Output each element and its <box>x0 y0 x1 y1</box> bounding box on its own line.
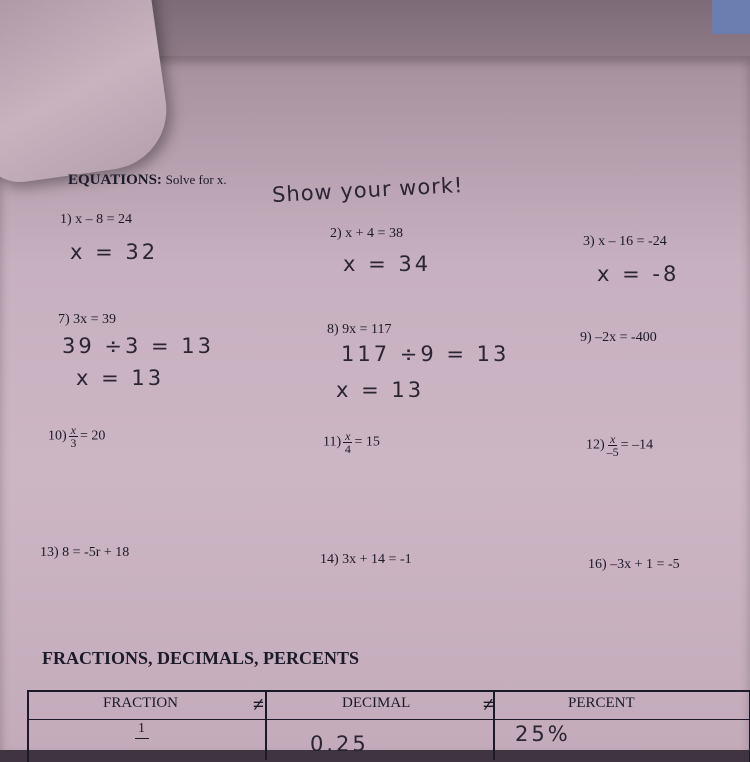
problem-13: 13) 8 = -5r + 18 <box>40 545 130 560</box>
header-decimal: DECIMAL <box>342 695 411 711</box>
problem-14: 14) 3x + 14 = -1 <box>320 552 412 567</box>
numerator: x <box>610 432 616 446</box>
problem-10-rhs: = 20 <box>80 428 106 444</box>
problem-10-number: 10) <box>48 428 67 444</box>
numerator: x <box>70 423 76 437</box>
back-sheet <box>110 0 750 58</box>
problem-1: 1) x – 8 = 24 <box>60 212 133 227</box>
problem-3: 3) x – 16 = -24 <box>583 234 667 249</box>
work-8: 117 ÷9 = 13 <box>341 342 510 366</box>
answer-8: x = 13 <box>336 378 425 402</box>
fraction <box>607 433 619 458</box>
problem-2: 2) x + 4 = 38 <box>330 226 403 241</box>
section-title: FRACTIONS, DECIMALS, PERCENTS <box>42 648 360 668</box>
fraction-bar <box>135 738 149 739</box>
subtitle-text: Solve for x. <box>165 172 227 187</box>
answer-3: x = -8 <box>597 262 680 286</box>
not-equal-mark: ≠ <box>483 694 494 716</box>
answer-2: x = 34 <box>343 252 432 276</box>
corner-object <box>712 0 750 34</box>
title-text: EQUATIONS: <box>68 172 162 188</box>
problem-11-number: 11) <box>323 434 342 450</box>
answer-7: x = 13 <box>76 366 165 390</box>
work-7: 39 ÷3 = 13 <box>62 334 215 358</box>
percent-cell: 25% <box>515 722 571 746</box>
numerator: x <box>345 429 351 443</box>
decimal-cell: 0.25 <box>310 732 369 756</box>
fraction <box>343 430 352 455</box>
header-fraction: FRACTION <box>103 695 179 711</box>
problem-12 <box>586 433 653 458</box>
problem-9: 9) –2x = -400 <box>580 330 657 345</box>
problem-7: 7) 3x = 39 <box>58 312 117 327</box>
header-divider <box>27 719 749 720</box>
fraction-cell: 1 <box>138 721 145 736</box>
problem-12-rhs: = –14 <box>620 437 654 453</box>
problem-12-number: 12) <box>586 437 605 453</box>
problem-16: 16) –3x + 1 = -5 <box>588 557 680 572</box>
handwritten-note: Show your work! <box>271 173 464 207</box>
problem-10 <box>48 424 105 449</box>
not-equal-mark: ≠ <box>253 694 264 716</box>
header-percent: PERCENT <box>568 695 635 711</box>
denominator: –5 <box>606 445 619 459</box>
answer-1: x = 32 <box>70 240 159 264</box>
problem-8: 8) 9x = 117 <box>327 322 392 337</box>
denominator: 3 <box>70 436 77 450</box>
fraction <box>69 424 78 449</box>
problem-11 <box>323 430 380 455</box>
denominator: 4 <box>344 442 351 456</box>
worksheet-title <box>68 172 227 189</box>
problem-11-rhs: = 15 <box>354 434 380 450</box>
